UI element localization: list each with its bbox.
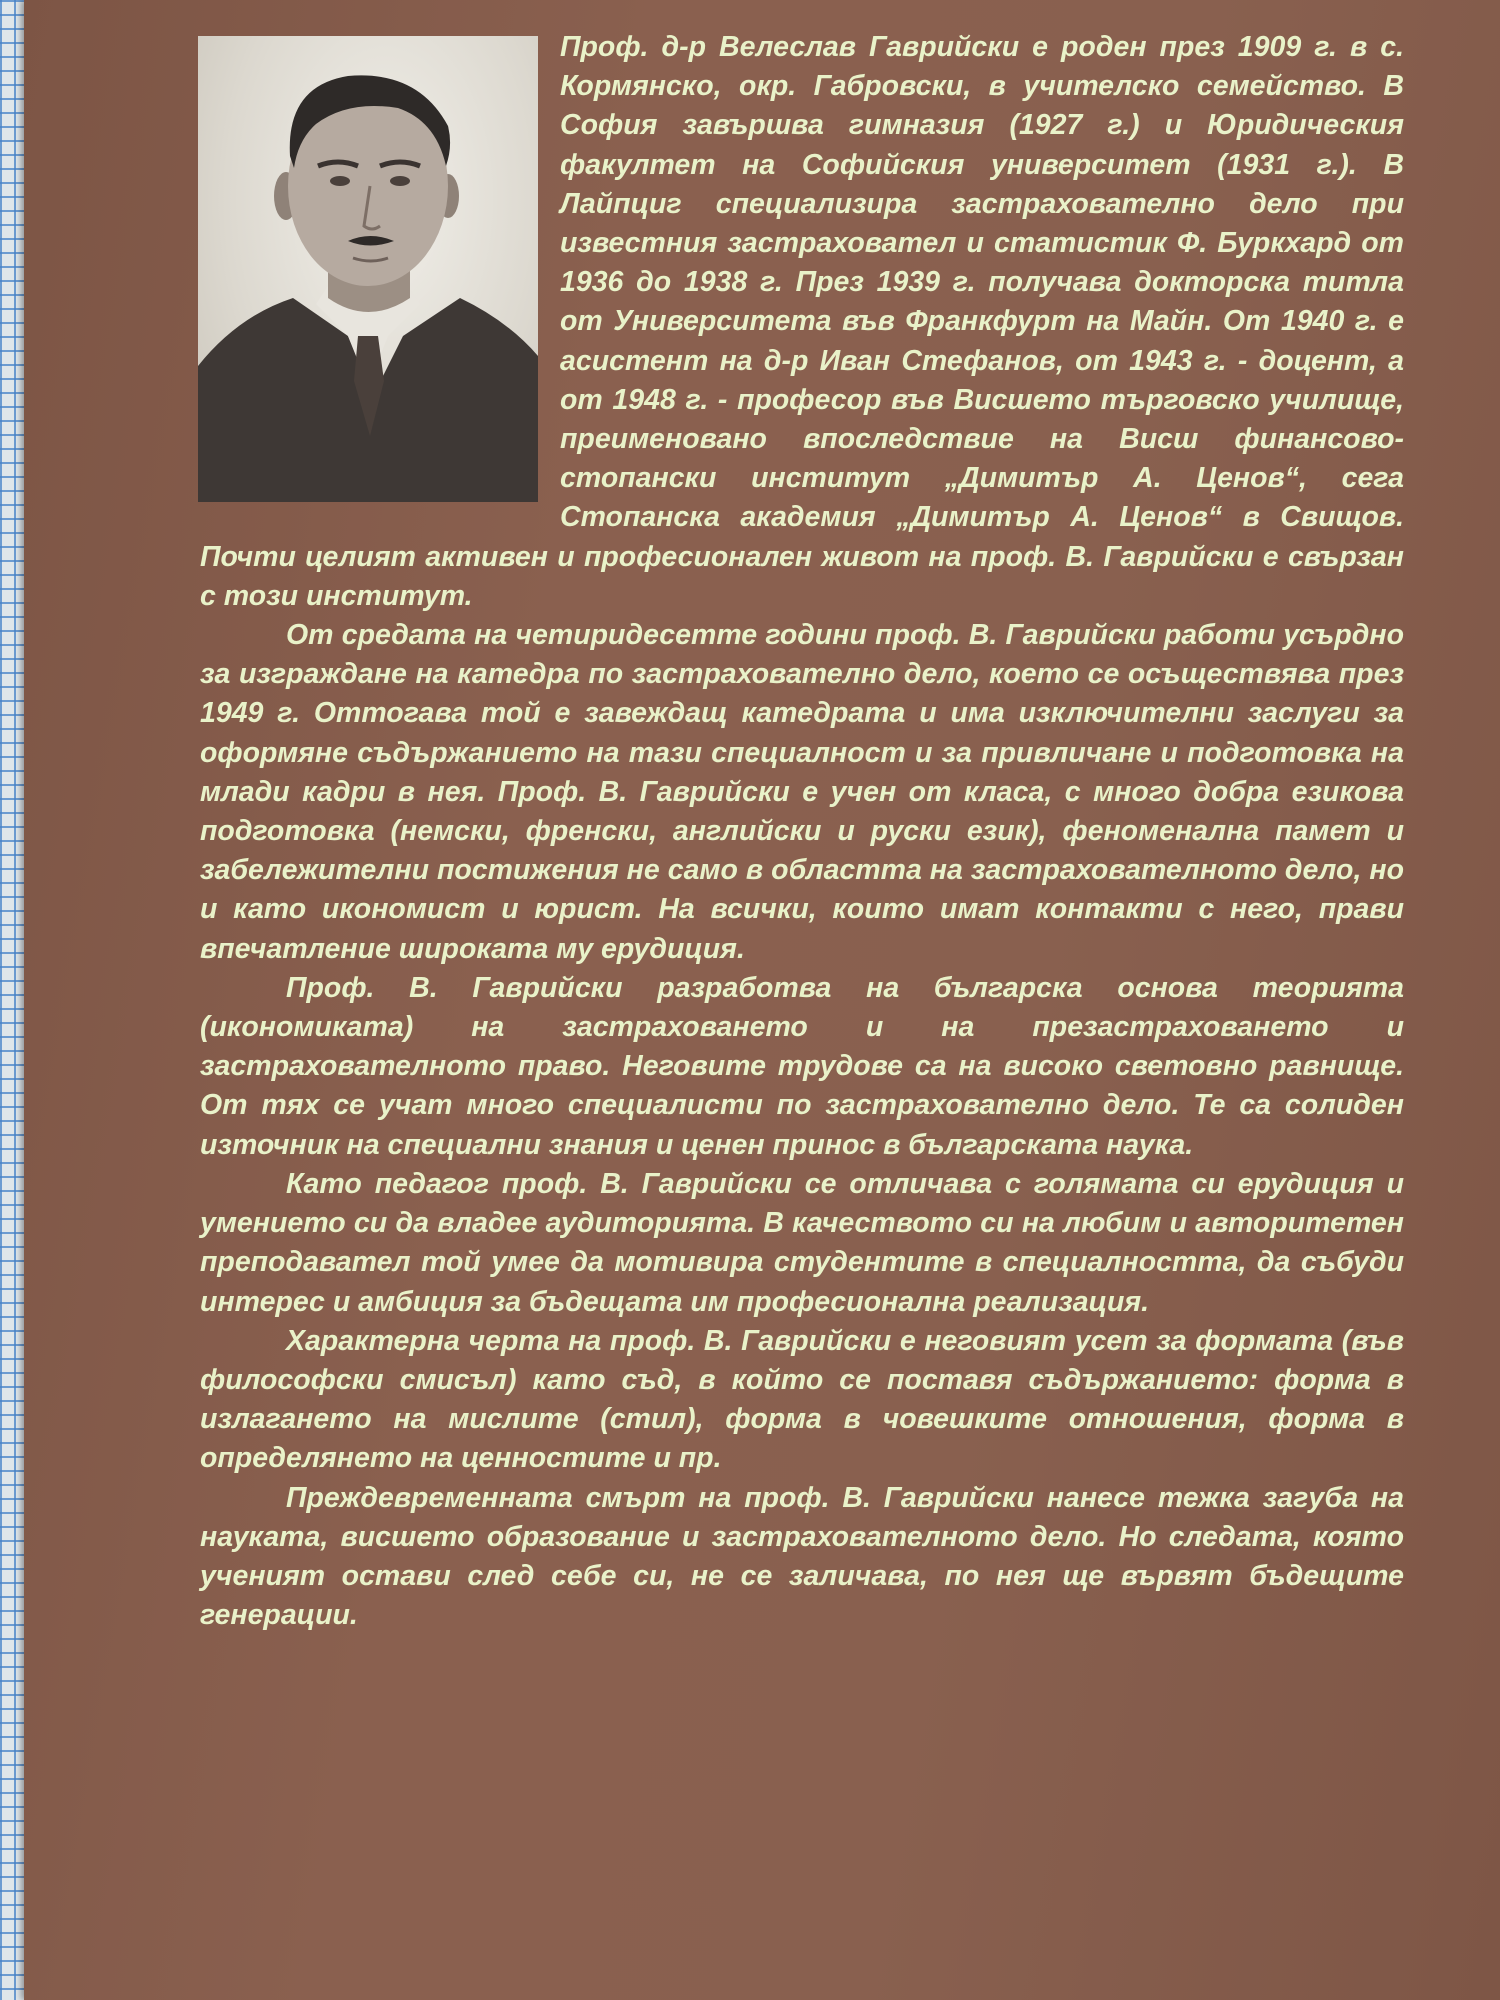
- paragraph-pedagogue: Като педагог проф. В. Гаврийски се отличава с голямата си ерудиция и умението си да владее аудиторията. В качеството си на любим и авторитетен преподавател той умее да мотивира студентите в специалността, да събуди интерес и амбиция за бъдещата им професионална реализация.: [200, 1167, 1404, 1318]
- paragraph-biography-intro: Проф. д-р Велеслав Гаврийски е роден през 1909 г. в с. Кормянско, окр. Габровски, в учителско семейство. В София завършва гимназия (1927 г.) и Юридическия факултет на Софийския университет (1931 г.). В Лайпциг специализира застрахователно дело при известния застраховател и статистик Ф. Буркхард от 1936 до 1938 г. През 1939 г. получава докторска титла от Университета във Франкфурт на Майн. От 1940 г. е асистент на д-р Иван Стефанов, от 1943 г. - доцент, а от 1948 г. - професор във Висшето търговско училище, преименовано впоследствие на Висш финансово-стопански институт „Димитър А. Ценов“, сега Стопанска академия „Димитър А. Ценов“ в Свищов. Почти целият активен и професионален живот на проф. В. Гаврийски е свързан с този институт.: [200, 31, 1404, 612]
- book-back-cover: [24, 0, 1500, 2000]
- biography-text: [200, 28, 1404, 1635]
- paragraph-form: Характерна черта на проф. В. Гаврийски е неговият усет за формата (във философски смисъл) като съд, в който се поставя съдържанието: форма в излагането на мислите (стил), форма в човешките отношения, форма в определянето на ценностите и пр.: [200, 1324, 1404, 1475]
- paragraph-works: Проф. В. Гаврийски разработва на българска основа теорията (икономиката) на застраховането и на презастраховането и застрахователното право. Неговите трудове са на високо световно равнище. От тях се учат много специалисти по застрахователно дело. Те са солиден източник на специални знания и ценен принос в българската наука.: [200, 971, 1404, 1161]
- paragraph-department: От средата на четиридесетте години проф. В. Гаврийски работи усърдно за изграждане на катедра по застрахователно дело, което се осъществява през 1949 г. Оттогава той е завеждащ катедрата и има изключителни заслуги за оформяне съдържанието на тази специалност и за привличане и подготовка на млади кадри в нея. Проф. В. Гаврийски е учен от класа, с много добра езикова подготовка (немски, френски, английски и руски език), феноменална памет и забележителни постижения не само в областта на застрахователното дело, но и като икономист и юрист. На всички, които имат контакти с него, прави впечатление широката му ерудиция.: [200, 619, 1404, 965]
- paragraph-legacy: Преждевременната смърт на проф. В. Гаврийски нанесе тежка загуба на науката, висшето образование и застрахователното дело. Но следата, която ученият остави след себе си, не се заличава, по нея ще вървят бъдещите генерации.: [200, 1481, 1404, 1632]
- portrait-spacer: [200, 28, 560, 522]
